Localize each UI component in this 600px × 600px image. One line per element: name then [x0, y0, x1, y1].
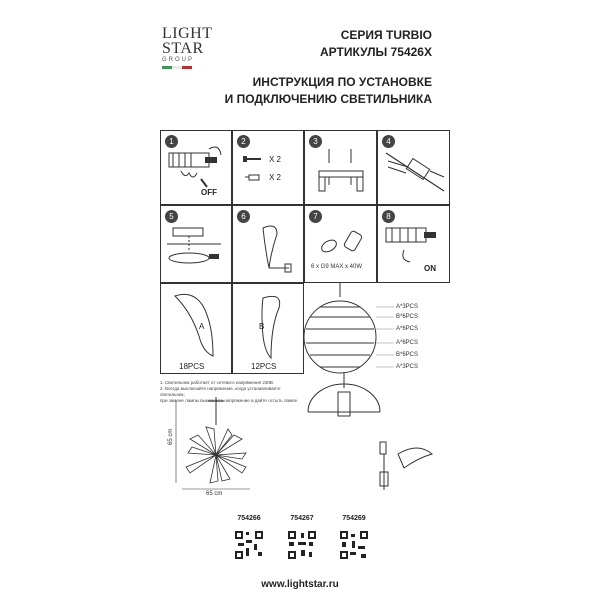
power-on-illustration — [378, 206, 451, 284]
step-number: 3 — [309, 135, 322, 148]
series-title: СЕРИЯ TURBIO — [340, 28, 432, 42]
bulb-spec: 6 x G9 MAX x 40W — [311, 264, 363, 270]
assembly-sphere-diagram — [300, 283, 450, 375]
step-1-panel — [160, 130, 232, 205]
article-code-3: 754269 — [342, 515, 366, 522]
logo-line-1: LIGHT — [162, 25, 213, 42]
terminal-block-illustration — [378, 131, 451, 206]
step-number: 5 — [165, 210, 178, 223]
step-5-panel — [160, 205, 232, 283]
power-on-label: ON — [424, 264, 436, 273]
assembly-row-3: A*6PCS — [396, 326, 419, 332]
note-line: 1. Светильник работает от сетевого напряжения 230В. — [160, 380, 275, 385]
step-number: 2 — [237, 135, 250, 148]
note-line: при замене лампы выключите напряжение и дайте остыть лампе. — [160, 398, 299, 403]
power-off-label: OFF — [201, 188, 217, 197]
instruction-title-line-1: ИНСТРУКЦИЯ ПО УСТАНОВКЕ — [252, 75, 432, 89]
part-a-panel — [160, 283, 232, 374]
part-a-count: 18PCS — [179, 362, 205, 371]
note-line: 2. Всегда выключайте напряжение, когда устанавливаете светильник; — [160, 386, 281, 397]
part-b-letter: B — [259, 322, 265, 331]
qr-code-icon[interactable] — [339, 530, 369, 560]
assembly-row-1: A*3PCS — [396, 304, 419, 310]
step-4-panel — [377, 130, 450, 205]
screw-count: X 2 — [269, 155, 282, 164]
ceiling-canopy-disconnect-illustration — [161, 131, 233, 206]
canopy-mount-illustration — [161, 206, 233, 284]
step-number: 1 — [165, 135, 178, 148]
assembly-row-4: A*6PCS — [396, 340, 419, 346]
step-number: 8 — [382, 210, 395, 223]
screw-icon — [233, 131, 305, 206]
part-b-count: 12PCS — [251, 362, 277, 371]
brand-logo — [162, 26, 220, 69]
website-link[interactable]: www.lightstar.ru — [261, 579, 339, 590]
step-7-panel — [304, 205, 377, 283]
article-code-2: 754267 — [290, 515, 314, 522]
part-a-letter: A — [199, 322, 205, 331]
qr-code-icon[interactable] — [234, 530, 264, 560]
instruction-title-line-2: И ПОДКЛЮЧЕНИЮ СВЕТИЛЬНИКА — [224, 92, 432, 106]
article-code-1: 754266 — [237, 515, 261, 522]
anchor-count: X 2 — [269, 173, 282, 182]
assembly-row-6: A*3PCS — [396, 364, 419, 370]
step-6-panel — [232, 205, 304, 283]
assembly-row-2: B*6PCS — [396, 314, 419, 320]
pendant-dimension-drawing — [168, 395, 258, 495]
logo-line-2: STAR — [162, 40, 204, 57]
petal-attach-illustration — [233, 206, 305, 284]
step-8-panel — [377, 205, 450, 283]
assembly-row-5: B*6PCS — [396, 352, 419, 358]
width-dimension: 65 cm — [206, 491, 223, 497]
height-dimension: 65 cm — [168, 428, 174, 445]
part-b-panel — [232, 283, 304, 374]
italian-flag-icon — [162, 66, 192, 69]
step-number: 6 — [237, 210, 250, 223]
step-3-panel — [304, 130, 377, 205]
logo-line-3: GROUP — [162, 57, 195, 63]
qr-code-icon[interactable] — [287, 530, 317, 560]
step-number: 4 — [382, 135, 395, 148]
dome-detail-illustration — [300, 372, 440, 502]
step-2-panel — [232, 130, 304, 205]
articles-title: АРТИКУЛЫ 75426X — [320, 45, 432, 59]
mounting-bracket-illustration — [305, 131, 378, 206]
step-number: 7 — [309, 210, 322, 223]
bulb-g9-icon — [305, 206, 378, 284]
